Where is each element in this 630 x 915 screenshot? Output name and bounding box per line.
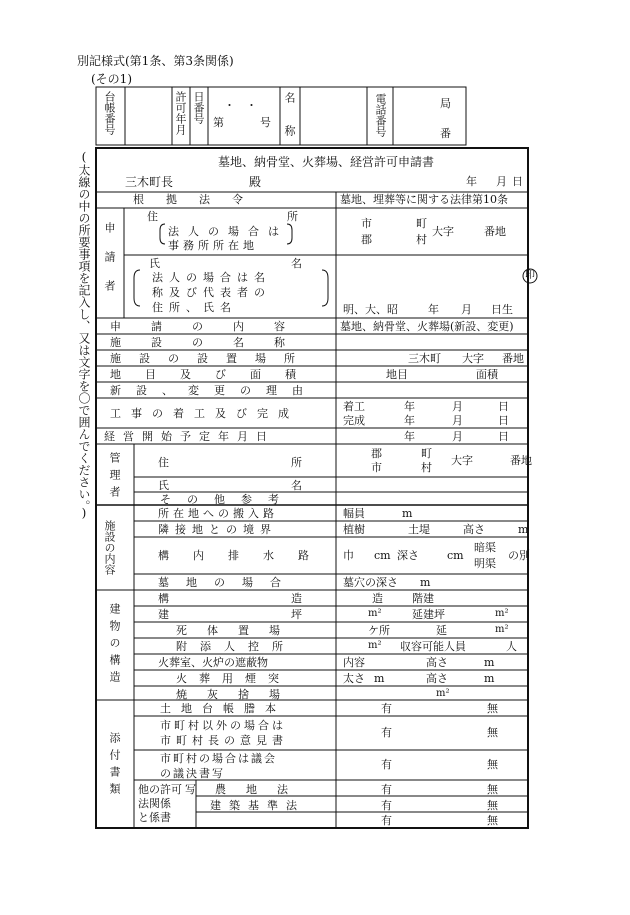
row-reason-label: 新設、変更の理由 <box>110 384 318 397</box>
fc-drain-w: 巾 <box>343 549 354 562</box>
at-mu-3: 無 <box>487 758 498 771</box>
fc-border-label: 隣接地との境界 <box>158 523 277 536</box>
manager-addr-2: 所 <box>291 456 302 469</box>
at-other-permit-3: と係書 <box>138 811 171 824</box>
bs-ash-m2: m² <box>436 688 450 699</box>
at-yu-3: 有 <box>381 758 392 771</box>
name-label-2: 名 <box>291 257 302 270</box>
bs-zo: 造 <box>372 592 383 605</box>
fc-border-val2: 土堤 <box>408 523 430 536</box>
row-location-town: 三木町 <box>408 352 441 365</box>
building-label: 建物の構造 <box>108 603 121 688</box>
fc-betsu: の別 <box>508 549 530 562</box>
title-date-day: 日 <box>512 175 523 188</box>
row-work-label: 工事の着工及び完成 <box>110 407 299 420</box>
start-day: 日 <box>498 430 509 443</box>
bs-takasa-1: 高さ <box>426 656 448 669</box>
row-content-label: 申請の内容 <box>110 320 315 333</box>
fc-grave-m: m <box>420 576 431 589</box>
at-mu-1: 無 <box>487 702 498 715</box>
at-city-1: 市町村の場合は議会 <box>160 752 277 765</box>
work-day-1: 日 <box>498 400 509 413</box>
at-other-city-1: 市町村以外の場合は <box>160 719 286 732</box>
bs-chimney-label: 火葬用煙突 <box>176 672 291 685</box>
at-mu-5: 無 <box>487 799 498 812</box>
at-build: 建築基準法 <box>210 799 305 812</box>
birth-month: 月 <box>461 303 472 316</box>
bs-attendant-label: 附添人控所 <box>176 640 296 653</box>
name-sub-3: 住所、氏名 <box>152 301 237 314</box>
bs-takasa-m-1: m <box>484 656 495 669</box>
work-month-1: 月 <box>452 400 463 413</box>
fc-meikyo: 明渠 <box>474 557 496 570</box>
applicant-oaza: 大字 <box>432 225 454 238</box>
title-date-month: 月 <box>496 175 507 188</box>
row-facility-name-label: 施設の名称 <box>110 336 315 349</box>
facility-content-label: 施設の内容 <box>103 520 116 575</box>
applicant-machi: 町 <box>416 217 427 230</box>
at-other-city-2: 市町村長の意見書 <box>160 734 288 747</box>
at-mu-6: 無 <box>487 814 498 827</box>
fc-grave-label: 墓地の場合 <box>158 576 298 589</box>
fc-road-m: m <box>402 507 413 520</box>
fc-drain-cm2: cm <box>447 549 464 562</box>
fc-grave-val: 墓穴の深さ <box>343 576 398 589</box>
title-date-year: 年 <box>466 175 477 188</box>
row-location-label: 施設の設置場所 <box>110 352 313 365</box>
bs-structure-2: 造 <box>291 592 302 605</box>
fc-road-label: 所在地への搬入路 <box>158 507 278 520</box>
form-header-sub: (その1) <box>91 72 132 86</box>
applicant-gun: 郡 <box>361 233 372 246</box>
bs-body-m2: m² <box>495 624 509 635</box>
applicant-label: 申請者 <box>103 222 116 309</box>
manager-addr-1: 住 <box>158 456 169 469</box>
ledger-no-label: 台帳番号 <box>103 91 116 135</box>
work-day-2: 日 <box>498 414 509 427</box>
row-kansei: 完成 <box>343 414 365 427</box>
go-label: 号 <box>260 116 271 129</box>
permit-date-label: 許可年月 <box>174 91 187 135</box>
manager-machi: 町 <box>421 447 432 460</box>
bs-shield-label: 火葬室、火炉の遮蔽物 <box>158 656 268 669</box>
manager-name-1: 氏 <box>158 479 169 492</box>
address-label-2: 所 <box>287 210 298 223</box>
fc-border-m: m <box>518 523 529 536</box>
manager-gun: 郡 <box>371 447 382 460</box>
bs-futosa-m: m <box>374 672 385 685</box>
fc-border-val3: 高さ <box>463 523 485 536</box>
bs-capacity: 収容可能人員 <box>400 640 466 653</box>
address-label-1: 住 <box>147 210 158 223</box>
bs-futosa: 太さ <box>343 672 365 685</box>
at-other-permit-1: 他の許可 <box>138 783 182 796</box>
date-dots: ・ ・ <box>224 99 257 112</box>
bs-naiyo: 内容 <box>343 656 365 669</box>
applicant-mura: 村 <box>416 233 427 246</box>
phone-label: 電話番号 <box>374 93 387 137</box>
at-yu-4: 有 <box>381 783 392 796</box>
bs-tsubo-2: 坪 <box>291 608 302 621</box>
bs-tsubo-1: 建 <box>158 608 169 621</box>
row-chakko: 着工 <box>343 400 365 413</box>
at-yu-5: 有 <box>381 799 392 812</box>
attach-label: 添付書類 <box>108 732 121 800</box>
work-month-2: 月 <box>452 414 463 427</box>
address-sub-2: 事務所所在地 <box>168 239 258 252</box>
fc-road-val: 幅員 <box>343 507 365 520</box>
manager-shi: 市 <box>371 461 382 474</box>
fc-drain-cm1: cm <box>374 549 391 562</box>
birth-day: 日生 <box>491 303 513 316</box>
name-sub-1: 法人の場合は名 <box>152 271 271 284</box>
applicant-banchi: 番地 <box>484 225 506 238</box>
birth-year: 年 <box>428 303 439 316</box>
manager-label: 管理者 <box>108 452 121 503</box>
name-label: 名称 <box>283 92 296 158</box>
at-mu-2: 無 <box>487 726 498 739</box>
row-content-value: 墓地、納骨堂、火葬場(新設、変更) <box>340 320 514 333</box>
fc-drain-label: 構内排水路 <box>158 549 333 562</box>
row-location-banchi: 番地 <box>502 352 524 365</box>
at-yu-6: 有 <box>381 814 392 827</box>
row-menseki: 面積 <box>476 368 498 381</box>
bs-nobe-tsubo-m2: m² <box>495 608 509 619</box>
start-month: 月 <box>452 430 463 443</box>
manager-oaza: 大字 <box>451 454 473 467</box>
form-title: 墓地、納骨堂、火葬場、経営許可申請書 <box>218 155 435 169</box>
form-header-title: 別記様式(第1条、第3条関係) <box>77 54 234 68</box>
bs-tsubo-m2: m² <box>368 608 382 619</box>
work-year-1: 年 <box>404 400 415 413</box>
fc-border-val1: 植樹 <box>343 523 365 536</box>
bs-attendant-m2: m² <box>368 640 382 651</box>
birth-era: 明、大、昭 <box>343 303 398 316</box>
at-mu-4: 無 <box>487 783 498 796</box>
address-sub-1: 法人の場合は <box>168 225 288 238</box>
start-year: 年 <box>404 430 415 443</box>
bs-nobe-tsubo: 延建坪 <box>412 608 445 621</box>
at-farm: 農地法 <box>215 783 308 796</box>
work-year-2: 年 <box>404 414 415 427</box>
manager-banchi: 番地 <box>510 454 532 467</box>
addressee: 三木町長 <box>125 175 174 189</box>
manager-other: その他参考 <box>160 493 295 506</box>
row-location-oaza: 大字 <box>462 352 484 365</box>
at-other-permit-4: 写 <box>185 783 196 796</box>
fc-ankyo: 暗渠 <box>474 541 496 554</box>
ban-label: 番 <box>440 127 451 140</box>
at-other-permit-2: 法関係 <box>138 797 171 810</box>
bs-ash-label: 焼灰捨場 <box>176 688 300 701</box>
at-ledger: 土地台帳謄本 <box>160 702 286 715</box>
date-no-label: 日番号 <box>192 91 205 124</box>
bs-body-label: 死体置場 <box>176 624 300 637</box>
bs-nobe: 延 <box>436 624 447 637</box>
manager-mura: 村 <box>421 461 432 474</box>
dai-label: 第 <box>213 116 224 129</box>
row-chimoku: 地目 <box>386 368 408 381</box>
bs-kaidate: 階建 <box>412 592 434 605</box>
name-label-1: 氏 <box>149 257 160 270</box>
at-yu-1: 有 <box>381 702 392 715</box>
fc-drain-d: 深さ <box>397 549 419 562</box>
row-area-label: 地目及び面積 <box>110 368 320 381</box>
basis-value: 墓地、埋葬等に関する法律第10条 <box>340 193 508 206</box>
basis-label: 根拠法令 <box>133 193 265 206</box>
bs-takasa-2: 高さ <box>426 672 448 685</box>
dono: 殿 <box>249 175 262 189</box>
row-start-label: 経営開始予定年月日 <box>104 430 275 443</box>
side-note: (太線の中の所要事項を記入し、又は文字を〇で囲んでください。) <box>77 150 91 520</box>
kyoku-label: 局 <box>440 97 451 110</box>
bs-kasho: ケ所 <box>368 624 390 637</box>
at-yu-2: 有 <box>381 726 392 739</box>
at-city-2: の議決書写 <box>160 767 225 780</box>
manager-name-2: 名 <box>291 479 302 492</box>
bs-takasa-m-2: m <box>484 672 495 685</box>
seal-mark: 印 <box>525 270 535 281</box>
applicant-shi: 市 <box>361 217 372 230</box>
name-sub-2: 称及び代表者の <box>152 286 271 299</box>
bs-nin: 人 <box>506 640 517 653</box>
bs-structure-1: 構 <box>158 592 169 605</box>
